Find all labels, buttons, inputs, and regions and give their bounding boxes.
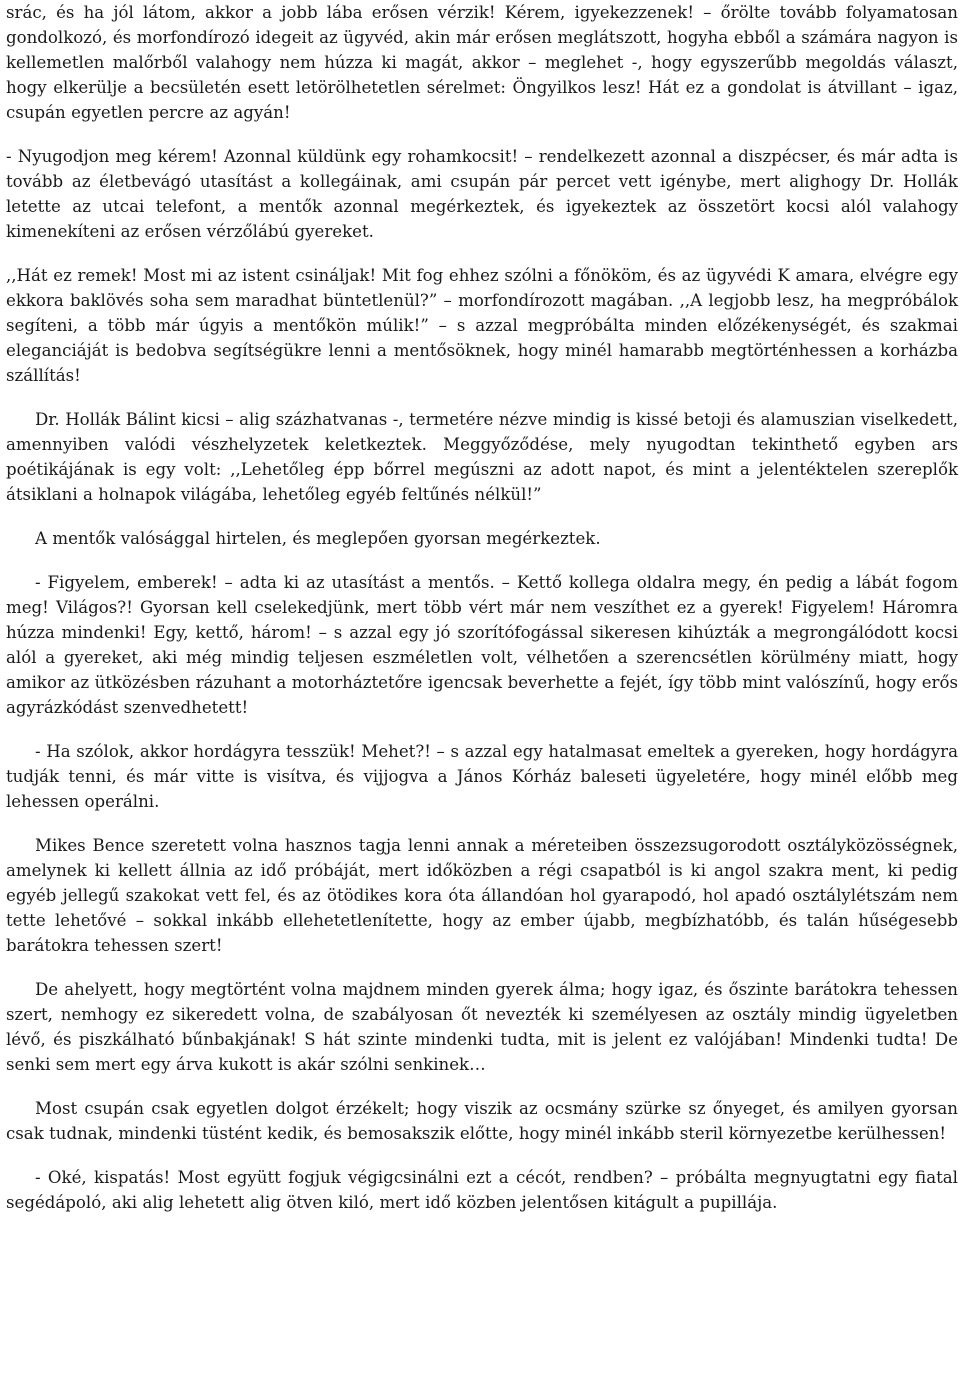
paragraph-4: Dr. Hollák Bálint kicsi – alig százhatvanas -, termetére nézve mindig is kissé betoji és alamuszian viselkedett, amennyiben valódi vészhelyzetek keletkeztek. Meggyőződése, mely nyugodtan tekinthető egyben ars poétikájának is egy volt: ,,Lehetőleg épp bőrrel megúszni az adott napot, és mint a jelentéktelen szereplők átsiklani a holnapok világába, lehetőleg egyéb feltűnés nélkül!” bbox=[6, 410, 958, 504]
paragraph-8: Mikes Bence szeretett volna hasznos tagja lenni annak a méreteiben összezsugorodott osztályközösségnek, amelynek ki kellett állnia az idő próbáját, mert időközben a régi csapatból is ki angol szakra ment, ki pedig egyéb jellegű szakokat vett fel, és az ötödikes kora óta állandóan hol gyarapodó, hol apadó osztálylétszám nem tette lehetővé – sokkal inkább ellehetetlenítette, hogy az ember újabb, megbízhatóbb, és talán hűségesebb barátokra tehessen szert! bbox=[6, 836, 958, 955]
paragraph-7: - Ha szólok, akkor hordágyra tesszük! Mehet?! – s azzal egy hatalmasat emeltek a gyereken, hogy hordágyra tudják tenni, és már vitte is visítva, és vijjogva a János Kórház baleseti ügyeletére, hogy minél előbb meg lehessen operálni. bbox=[6, 742, 958, 811]
paragraph-5: A mentők valósággal hirtelen, és meglepően gyorsan megérkeztek. bbox=[35, 529, 601, 548]
paragraph-10: Most csupán csak egyetlen dolgot érzékelt; hogy viszik az ocsmány szürke sz őnyeget, és amilyen gyorsan csak tudnak, mindenki tüstént kedik, és bemosakszik előtte, hogy minél inkább steril környezetbe kerülhessen! bbox=[6, 1099, 958, 1143]
paragraph-1: srác, és ha jól látom, akkor a jobb lába erősen vérzik! Kérem, igyekezzenek! – őrölte tovább folyamatosan gondolkozó, és morfondírozó idegeit az ügyvéd, akin már erősen meglátszott, hogyha ebből a számára nagyon is kellemetlen malőrből valahogy nem húzza ki magát, akkor – meglehet -, hogy egyszerűbb megoldás választ, hogy elkerülje a becsületén esett letörölhetetlen sérelmet: Öngyilkos lesz! Hát ez a gondolat is átvillant – igaz, csupán egyetlen percre az agyán! bbox=[6, 3, 958, 122]
paragraph-9: De ahelyett, hogy megtörtént volna majdnem minden gyerek álma; hogy igaz, és őszinte barátokra tehessen szert, nemhogy ez sikeredett volna, de szabályosan őt nevezték ki személyesen az osztály mindig ügyeletben lévő, és piszkálható bűnbakjának! S hát szinte mindenki tudta, mit is jelent ez valójában! Mindenki tudta! De senki sem mert egy árva kukott is akár szólni senkinek… bbox=[6, 980, 958, 1074]
paragraph-11: - Oké, kispatás! Most együtt fogjuk végigcsinálni ezt a cécót, rendben? – próbálta megnyugtatni egy fiatal segédápoló, aki alig lehetett alig ötven kiló, mert idő közben jelentősen kitágult a pupillája. bbox=[6, 1168, 958, 1212]
paragraph-6: - Figyelem, emberek! – adta ki az utasítást a mentős. – Kettő kollega oldalra megy, én pedig a lábát fogom meg! Világos?! Gyorsan kell cselekedjünk, mert több vért már nem veszíthet ez a gyerek! Figyelem! Háromra húzza mindenki! Egy, kettő, három! – s azzal egy jó szorítófogással sikeresen kihúzták a megrongálódott kocsi alól a gyereket, aki még mindig teljesen eszméletlen volt, vélhetően a szerencsétlen körülmény miatt, hogy amikor az ütközésben rázuhant a motorháztetőre igencsak beverhette a fejét, így több mint valószínű, hogy erős agyrázkódást szenvedhetett! bbox=[6, 573, 958, 717]
document-page bbox=[6, 0, 958, 1234]
paragraph-2: - Nyugodjon meg kérem! Azonnal küldünk egy rohamkocsit! – rendelkezett azonnal a diszpécser, és már adta is tovább az életbevágó utasítást a kollegáinak, ami csupán pár percet vett igénybe, mert alighogy Dr. Hollák letette az utcai telefont, a mentők azonnal megérkeztek, és igyekeztek az összetört kocsi alól valahogy kimenekíteni az erősen vérzőlábú gyereket. bbox=[6, 147, 958, 241]
paragraph-3: ,,Hát ez remek! Most mi az istent csináljak! Mit fog ehhez szólni a főnököm, és az ügyvédi K amara, elvégre egy ekkora baklövés soha sem maradhat büntetlenül?” – morfondírozott magában. ,,A legjobb lesz, ha megpróbálok segíteni, a több már úgyis a mentőkön múlik!” – s azzal megpróbálta minden előzékenységét, és szakmai eleganciáját is bedobva segítségükre lenni a mentősöknek, hogy minél hamarabb megtörténhessen a korházba szállítás! bbox=[6, 266, 958, 385]
